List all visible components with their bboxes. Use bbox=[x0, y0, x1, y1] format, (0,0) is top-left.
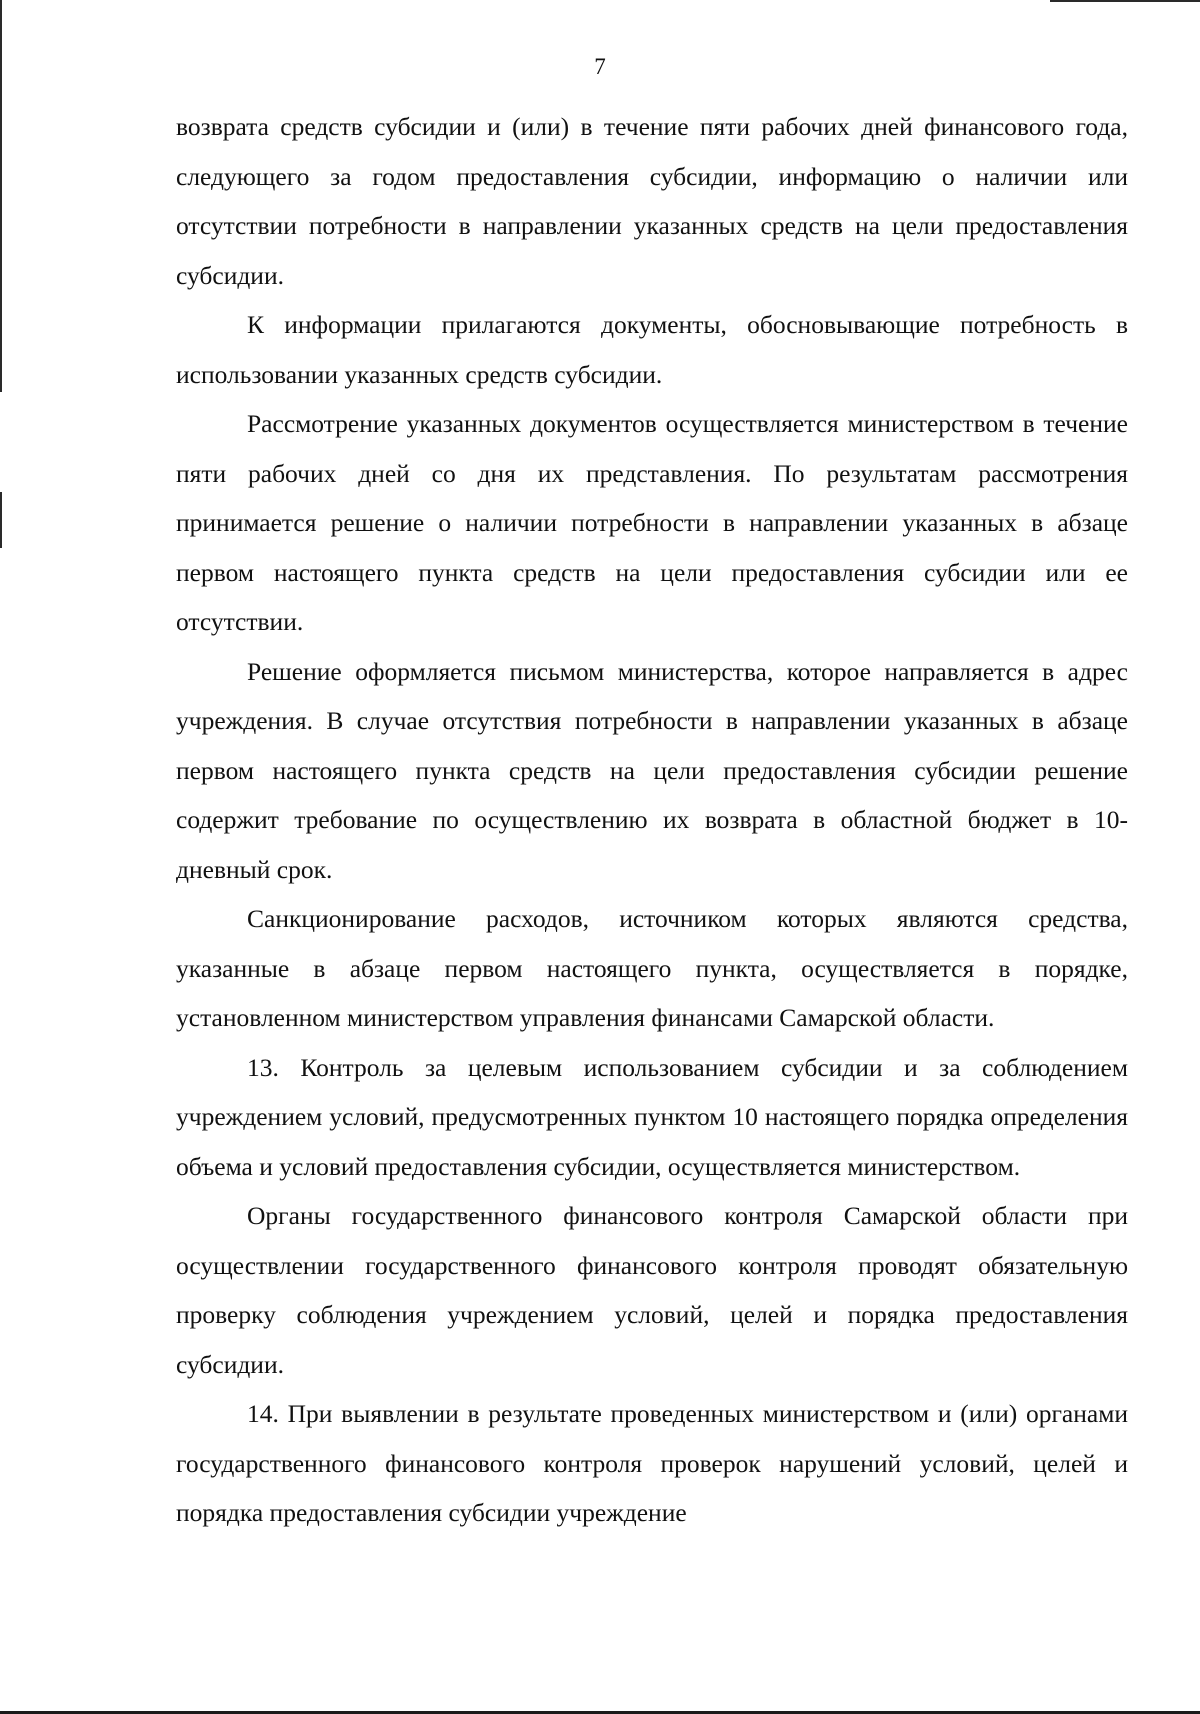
paragraph-2: К информации прилагаются документы, обосновывающие потребность в использовании указанных средств субсидии. bbox=[176, 310, 1128, 389]
scan-edge-left-fragment bbox=[0, 492, 2, 548]
document-body bbox=[176, 102, 1128, 1538]
paragraph-3: Рассмотрение указанных документов осуществляется министерством в течение пяти рабочих дней со дня их представления. По результатам рассмотрения принимается решение о наличии потребности в направлении указанных в абзаце первом настоящего пункта средств на цели предоставления субсидии или ее отсутствии. bbox=[176, 409, 1128, 636]
paragraph-8: 14. При выявлении в результате проведенных министерством и (или) органами государственного финансового контроля проверок нарушений условий, целей и порядка предоставления субсидии учреждение bbox=[176, 1399, 1128, 1527]
page-number: 7 bbox=[594, 54, 606, 79]
scan-edge-top bbox=[1050, 0, 1200, 2]
paragraph-7: Органы государственного финансового контроля Самарской области при осуществлении государственного финансового контроля проводят обязательную проверку соблюдения учреждением условий, целей и порядка предоставления субсидии. bbox=[176, 1201, 1128, 1379]
paragraph-1: возврата средств субсидии и (или) в течение пяти рабочих дней финансового года, следующего за годом предоставления субсидии, информацию о наличии или отсутствии потребности в направлении указанных средств на цели предоставления субсидии. bbox=[176, 112, 1128, 290]
paragraph-4: Решение оформляется письмом министерства, которое направляется в адрес учреждения. В случае отсутствия потребности в направлении указанных в абзаце первом настоящего пункта средств на цели предоставления субсидии решение содержит требование по осуществлению их возврата в областной бюджет в 10-дневный срок. bbox=[176, 656, 1128, 884]
paragraph-6: 13. Контроль за целевым использованием субсидии и за соблюдением учреждением условий, предусмотренных пунктом 10 настоящего порядка определения объема и условий предоставления субсидии, осуществляется министерством. bbox=[176, 1052, 1128, 1181]
paragraph-5: Санкционирование расходов, источником которых являются средства, указанные в абзаце первом настоящего пункта, осуществляется в порядке, установленном министерством управления финансами Самарской области. bbox=[176, 904, 1128, 1032]
